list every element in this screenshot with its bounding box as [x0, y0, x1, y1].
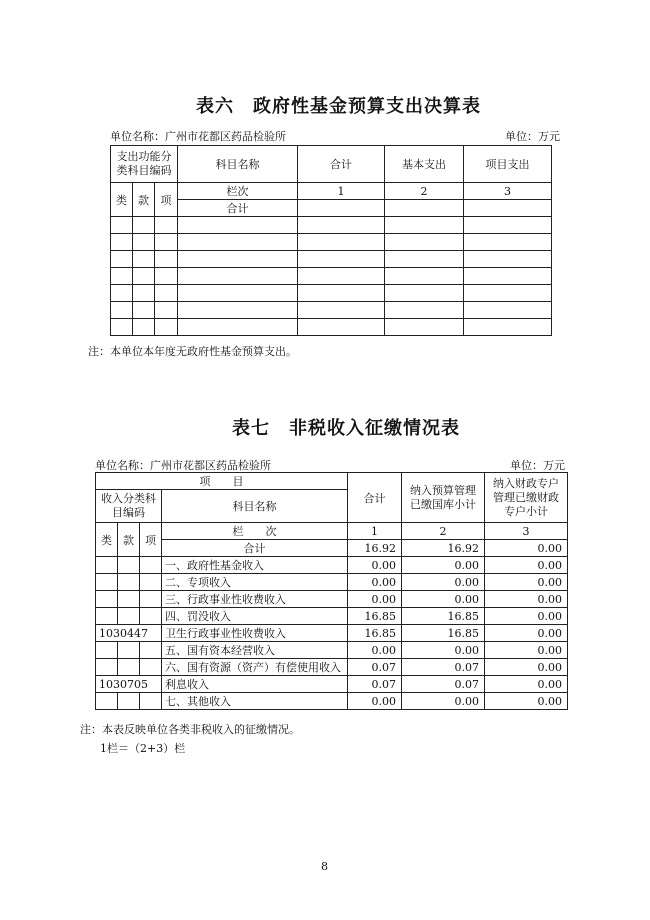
row-name: 七、其他收入 — [162, 693, 348, 710]
row-total: 16.85 — [348, 625, 402, 642]
row-code: 1030447 — [96, 625, 162, 642]
table-row — [96, 608, 568, 625]
table6-col3: 3 — [464, 183, 552, 200]
table-row — [96, 557, 568, 574]
row-special: 0.00 — [485, 625, 568, 642]
table7-col2: 2 — [402, 523, 485, 540]
row-special: 0.00 — [485, 676, 568, 693]
table7-header-special: 纳入财政专户管理已缴财政专户小计 — [485, 473, 568, 523]
table6-title: 表六 政府性基金预算支出决算表 — [196, 96, 481, 117]
row-special: 0.00 — [485, 608, 568, 625]
table7-note1: 注：本表反映单位各类非税收入的征缴情况。 — [80, 723, 300, 736]
table6-col1: 1 — [298, 183, 385, 200]
row-total: 0.00 — [348, 591, 402, 608]
row-name: 三、行政事业性收费收入 — [162, 591, 348, 608]
row-code: 1030705 — [96, 676, 162, 693]
table6-header-lei: 类 — [111, 183, 133, 217]
row-treasury: 0.00 — [402, 557, 485, 574]
table6-empty-row — [111, 302, 552, 319]
table7-unit: 单位：万元 — [510, 459, 565, 472]
row-total: 0.07 — [348, 659, 402, 676]
row-name: 六、国有资源（资产）有偿使用收入 — [162, 659, 348, 676]
row-total: 0.00 — [348, 642, 402, 659]
table6-empty-row — [111, 251, 552, 268]
row-total: 0.00 — [348, 693, 402, 710]
row-total: 16.92 — [348, 540, 402, 557]
row-name: 一、政府性基金收入 — [162, 557, 348, 574]
table6-unit: 单位：万元 — [505, 130, 560, 143]
table-row — [96, 642, 568, 659]
table6-header-project: 项目支出 — [464, 146, 552, 183]
table6-row-lanci: 栏次 — [178, 183, 298, 200]
table7-unit-org: 单位名称：广州市花都区药品检验所 — [95, 459, 271, 472]
row-special: 0.00 — [485, 659, 568, 676]
row-treasury: 0.07 — [402, 659, 485, 676]
table7-header-kuan: 款 — [118, 523, 140, 557]
table6-header-xiang: 项 — [155, 183, 178, 217]
row-name: 合计 — [162, 540, 348, 557]
row-name: 二、专项收入 — [162, 574, 348, 591]
row-special: 0.00 — [485, 574, 568, 591]
table6-header-basic: 基本支出 — [385, 146, 464, 183]
table7-header-total: 合计 — [348, 473, 402, 523]
table7-note2: 1栏＝（2+3）栏 — [100, 742, 186, 755]
table6-header-name: 科目名称 — [178, 146, 298, 183]
table6-header-code: 支出功能分类科目编码 — [111, 146, 178, 183]
table-row — [96, 676, 568, 693]
row-total: 16.85 — [348, 608, 402, 625]
table-row — [96, 659, 568, 676]
table6 — [110, 145, 552, 336]
table6-col2: 2 — [385, 183, 464, 200]
table7-header-xiang: 项 — [140, 523, 162, 557]
table6-empty-row — [111, 285, 552, 302]
row-special: 0.00 — [485, 540, 568, 557]
row-treasury: 16.85 — [402, 625, 485, 642]
table-row — [96, 625, 568, 642]
table6-empty-row — [111, 319, 552, 336]
row-special: 0.00 — [485, 642, 568, 659]
row-total: 0.00 — [348, 574, 402, 591]
table7-header-name: 科目名称 — [162, 490, 348, 523]
table7-header-treasury: 纳入预算管理已缴国库小计 — [402, 473, 485, 523]
table6-empty-row — [111, 217, 552, 234]
table6-cell — [298, 200, 385, 217]
table6-row-total: 合计 — [178, 200, 298, 217]
table7-row-lanci: 栏 次 — [162, 523, 348, 540]
row-special: 0.00 — [485, 693, 568, 710]
table-row — [96, 574, 568, 591]
row-treasury: 0.00 — [402, 574, 485, 591]
page-number: 8 — [321, 860, 328, 873]
table-row — [96, 540, 568, 557]
row-name: 利息收入 — [162, 676, 348, 693]
table6-cell — [464, 200, 552, 217]
table6-unit-org: 单位名称：广州市花都区药品检验所 — [110, 130, 286, 143]
row-treasury: 0.00 — [402, 591, 485, 608]
table-row — [96, 591, 568, 608]
table7 — [95, 472, 568, 710]
table-row — [96, 693, 568, 710]
row-treasury: 0.00 — [402, 642, 485, 659]
table6-cell — [385, 200, 464, 217]
table6-empty-row — [111, 268, 552, 285]
table7-title: 表七 非税收入征缴情况表 — [232, 418, 460, 439]
row-treasury: 16.92 — [402, 540, 485, 557]
table7-header-item: 项 目 — [96, 473, 348, 490]
table6-header-kuan: 款 — [133, 183, 155, 217]
table6-header-total: 合计 — [298, 146, 385, 183]
table7-header-code: 收入分类科目编码 — [96, 490, 162, 523]
row-name: 四、罚没收入 — [162, 608, 348, 625]
table7-col1: 1 — [348, 523, 402, 540]
table6-empty-row — [111, 234, 552, 251]
row-name: 五、国有资本经营收入 — [162, 642, 348, 659]
row-treasury: 0.07 — [402, 676, 485, 693]
row-total: 0.07 — [348, 676, 402, 693]
row-name: 卫生行政事业性收费收入 — [162, 625, 348, 642]
row-special: 0.00 — [485, 591, 568, 608]
table6-note: 注：本单位本年度无政府性基金预算支出。 — [88, 345, 297, 358]
row-total: 0.00 — [348, 557, 402, 574]
row-special: 0.00 — [485, 557, 568, 574]
row-treasury: 16.85 — [402, 608, 485, 625]
table7-header-lei: 类 — [96, 523, 118, 557]
row-treasury: 0.00 — [402, 693, 485, 710]
table7-col3: 3 — [485, 523, 568, 540]
